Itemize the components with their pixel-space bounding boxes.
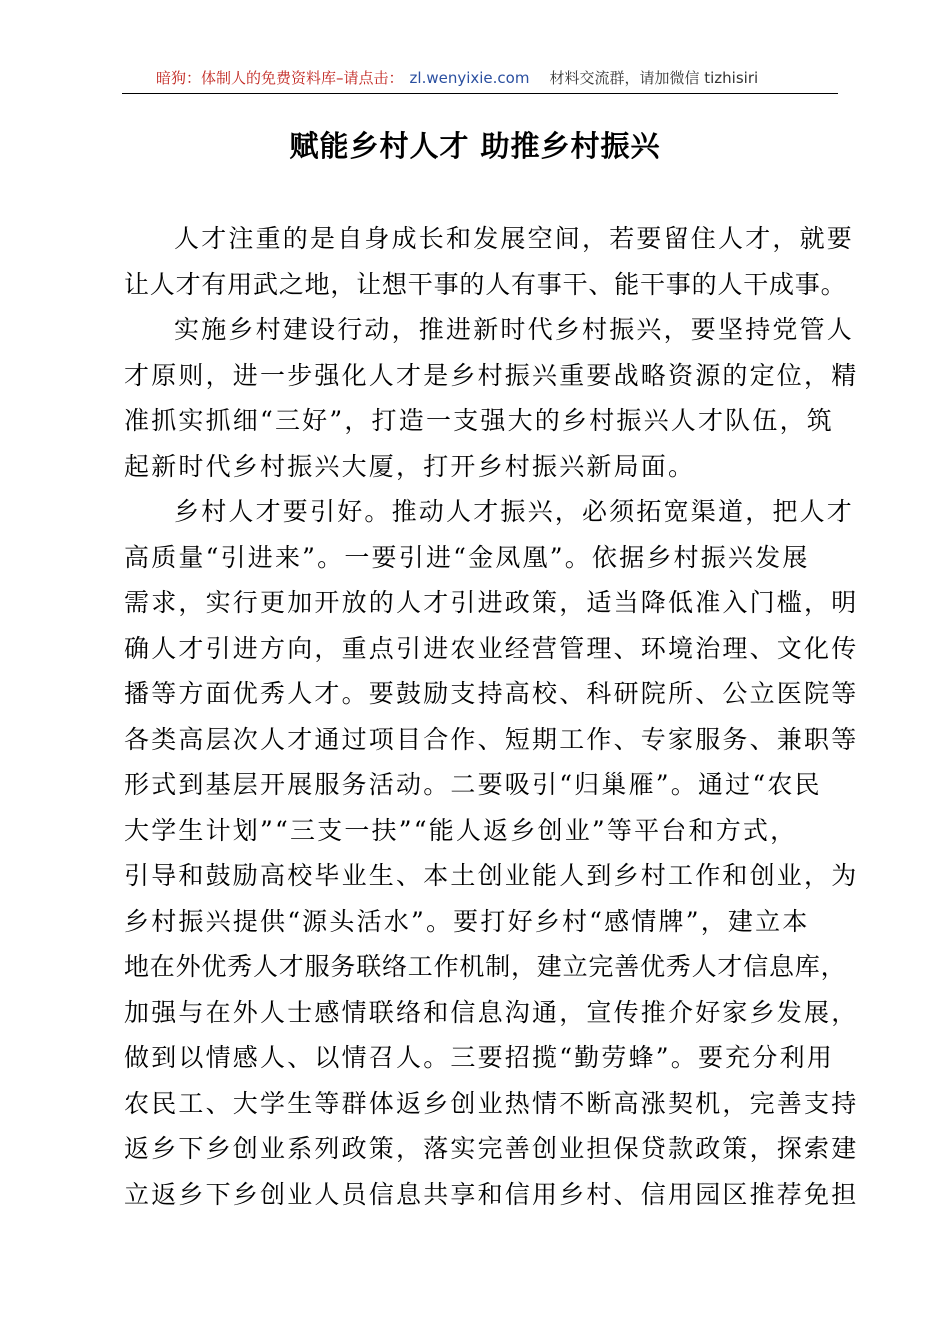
text-line: 确人才引进方向，重点引进农业经营管理、环境治理、文化传 xyxy=(124,633,859,663)
text-line: 做到以情感人、以情召人。三要招揽“勤劳蜂”。要充分利用 xyxy=(124,1043,834,1072)
text-line: 形式到基层开展服务活动。二要吸引“归巢雁”。通过“农民 xyxy=(124,770,822,799)
text-line: 需求，实行更加开放的人才引进政策，适当降低准入门槛，明 xyxy=(124,588,859,617)
text-line: 乡村人才要引好。推动人才振兴，必须拓宽渠道，把人才 xyxy=(174,497,855,526)
document-title: 赋能乡村人才 助推乡村振兴 xyxy=(289,129,661,163)
text-line: 准抓实抓细“三好”，打造一支强大的乡村振兴人才队伍，筑 xyxy=(124,406,834,435)
header-click-prompt: –请点击： xyxy=(336,69,404,87)
text-line: 返乡下乡创业系列政策，落实完善创业担保贷款政策，探索建 xyxy=(124,1134,859,1163)
text-line: 立返乡下乡创业人员信息共享和信用乡村、信用园区推荐免担 xyxy=(124,1179,859,1209)
header-url-link[interactable]: zl.wenyixie.com xyxy=(409,69,530,87)
text-line: 乡村振兴提供“源头活水”。要打好乡村“感情牌”，建立本 xyxy=(124,906,810,936)
header-site-name: 暗狗：体制人的免费资料库 xyxy=(156,69,337,87)
text-line: 起新时代乡村振兴大厦，打开乡村振兴新局面。 xyxy=(124,451,696,481)
header-divider xyxy=(122,93,838,94)
text-line: 播等方面优秀人才。要鼓励支持高校、科研院所、公立医院等 xyxy=(124,679,859,708)
text-line: 地在外优秀人才服务联络工作机制，建立完善优秀人才信息库， xyxy=(124,952,847,981)
text-line: 高质量“引进来”。一要引进“金凤凰”。依据乡村振兴发展 xyxy=(124,542,810,572)
document-body xyxy=(124,216,859,1217)
text-line: 才原则，进一步强化人才是乡村振兴重要战略资源的定位，精 xyxy=(124,360,859,390)
text-line: 各类高层次人才通过项目合作、短期工作、专家服务、兼职等 xyxy=(124,724,859,754)
page-header xyxy=(122,68,838,94)
header-contact-note: 材料交流群，请加微信 tizhisiri xyxy=(549,69,759,87)
text-line: 让人才有用武之地，让想干事的人有事干、能干事的人干成事。 xyxy=(124,269,847,299)
text-line: 加强与在外人士感情联络和信息沟通，宣传推介好家乡发展， xyxy=(124,997,859,1027)
text-line: 引导和鼓励高校毕业生、本土创业能人到乡村工作和创业，为 xyxy=(124,861,859,890)
text-line: 大学生计划”“三支一扶”“能人返乡创业”等平台和方式， xyxy=(124,815,798,845)
text-line: 实施乡村建设行动，推进新时代乡村振兴，要坚持党管人 xyxy=(174,315,855,344)
text-line: 人才注重的是自身成长和发展空间，若要留住人才，就要 xyxy=(174,224,855,253)
text-line: 农民工、大学生等群体返乡创业热情不断高涨契机，完善支持 xyxy=(124,1088,859,1118)
